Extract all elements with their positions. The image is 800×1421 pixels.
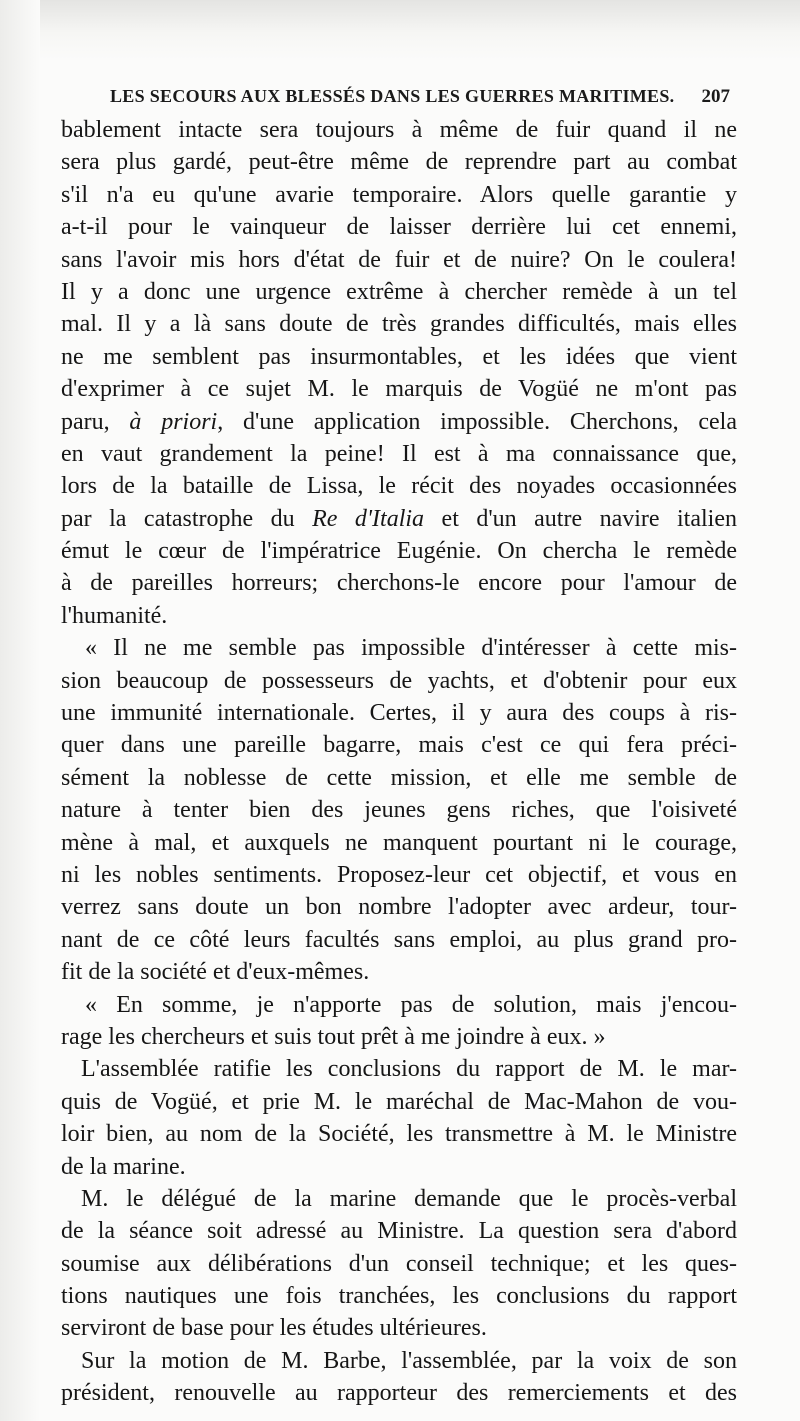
text-line: nature à tenter bien des jeunes gens riches, que l'oisiveté <box>61 797 737 824</box>
text-line: une immunité internationale. Certes, il y aura des coups à ris- <box>61 700 737 727</box>
text-line: en vaut grandement la peine! Il est à ma connaissance que, <box>61 440 737 467</box>
text-run: paru, <box>61 408 130 435</box>
text-line: mène à mal, et auxquels ne manquent pourtant ni le courage, <box>61 829 737 856</box>
text-line: L'assemblée ratifie les conclusions du rapport de M. le mar- <box>81 1056 737 1083</box>
text-line: tions nautiques une fois tranchées, les conclusions du rapport <box>61 1283 737 1310</box>
text-line: sans l'avoir mis hors d'état de fuir et de nuire? On le coulera! <box>61 246 737 273</box>
text-run: par la catastrophe du <box>61 505 313 532</box>
text-line: rage les chercheurs et suis tout prêt à me joindre à eux. » <box>61 1023 606 1050</box>
text-line: bablement intacte sera toujours à même de fuir quand il ne <box>61 117 737 143</box>
text-line: serviront de base pour les études ultérieures. <box>61 1315 487 1342</box>
scan-shadow-left <box>0 0 40 1421</box>
text-line: s'il n'a eu qu'une avarie temporaire. Alors quelle garantie y <box>61 181 737 208</box>
text-line: M. le délégué de la marine demande que le procès-verbal <box>81 1185 737 1212</box>
text-line: à de pareilles horreurs; cherchons-le encore pour l'amour de <box>61 570 737 597</box>
text-line: émut le cœur de l'impératrice Eugénie. On chercha le remède <box>61 538 737 565</box>
text-line: quis de Vogüé, et prie M. le maréchal de Mac-Mahon de vou- <box>61 1088 737 1115</box>
text-line: de la séance soit adressé au Ministre. La question sera d'abord <box>61 1218 737 1245</box>
text-line: Il y a donc une urgence extrême à chercher remède à un tel <box>61 278 737 305</box>
text-line: sément la noblesse de cette mission, et elle me semble de <box>61 764 737 791</box>
text-line: Sur la motion de M. Barbe, l'assemblée, par la voix de son <box>81 1347 737 1374</box>
text-line: verrez sans doute un bon nombre l'adopter avec ardeur, tour- <box>61 894 737 921</box>
italic-phrase: à priori <box>129 408 218 435</box>
text-run: , d'une application impossible. Cherchons, cela <box>217 408 737 435</box>
text-line: sera plus gardé, peut-être même de reprendre part au combat <box>61 149 737 176</box>
page-header <box>92 86 738 112</box>
text-line: sion beaucoup de possesseurs de yachts, et d'obtenir pour eux <box>61 667 737 694</box>
ship-name: Re d'Italia <box>312 505 425 532</box>
text-line: mal. Il y a là sans doute de très grandes difficultés, mais elles <box>61 311 737 338</box>
text-line: « Il ne me semble pas impossible d'intéresser à cette mis- <box>85 635 737 662</box>
text-line: quer dans une pareille bagarre, mais c'est ce qui fera préci- <box>61 732 737 759</box>
text-line: ne me semblent pas insurmontables, et les idées que vient <box>61 343 737 370</box>
text-line: l'humanité. <box>61 602 168 629</box>
text-line: ni les nobles sentiments. Proposez-leur cet objectif, et vous en <box>61 861 737 888</box>
scan-shadow-top <box>0 0 800 60</box>
text-line: soumise aux délibérations d'un conseil technique; et les ques- <box>61 1250 737 1277</box>
text-line: d'exprimer à ce sujet M. le marquis de Vogüé ne m'ont pas <box>61 376 737 403</box>
body-text <box>61 114 737 1410</box>
text-line: nant de ce côté leurs facultés sans emploi, au plus grand pro- <box>61 926 737 953</box>
text-run: et d'un autre navire italien <box>424 505 737 532</box>
text-line: fit de la société et d'eux-mêmes. <box>61 959 370 986</box>
text-line: président, renouvelle au rapporteur des remerciements et des <box>61 1380 737 1407</box>
text-line: de la marine. <box>61 1153 186 1180</box>
text-line: loir bien, au nom de la Société, les transmettre à M. le Ministre <box>61 1121 737 1148</box>
running-title: LES SECOURS AUX BLESSÉS DANS LES GUERRES MARITIMES. <box>110 86 675 106</box>
text-line: lors de la bataille de Lissa, le récit des noyades occasionnées <box>61 473 737 500</box>
text-line <box>61 406 737 438</box>
text-line: « En somme, je n'apporte pas de solution, mais j'encou- <box>85 991 737 1018</box>
text-line <box>61 503 737 535</box>
text-line: a-t-il pour le vainqueur de laisser derrière lui cet ennemi, <box>61 214 737 241</box>
page-number: 207 <box>701 86 730 107</box>
